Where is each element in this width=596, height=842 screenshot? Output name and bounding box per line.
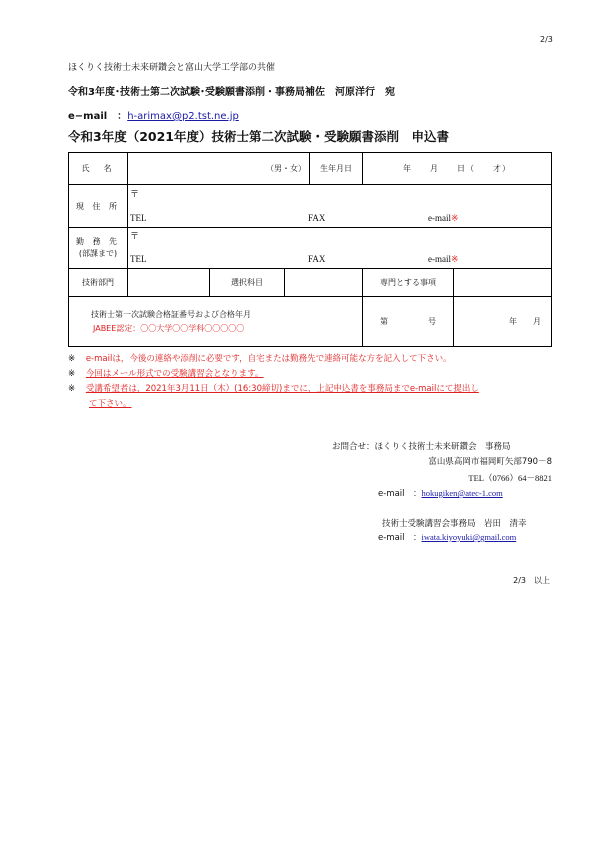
tel-label: TEL bbox=[130, 254, 147, 264]
note-3: ※ 受講希望者は，2021年3月11日（木）(16:30締切)までに，上記申込書を事務局までe-mailにて提出し bbox=[68, 384, 479, 394]
workplace-field[interactable] bbox=[128, 228, 552, 269]
jabee-note: JABEE認定：〇〇大学〇〇学科〇〇〇〇〇 bbox=[93, 323, 245, 333]
fax-label: FAX bbox=[308, 213, 326, 223]
birth-field[interactable]: 年 月 日（ 才） bbox=[363, 153, 552, 185]
specialty-field[interactable] bbox=[454, 269, 552, 297]
note-2: ※ 今回はメール形式での受験講習会となります。 bbox=[68, 369, 264, 379]
page-number: 2/3 bbox=[540, 35, 553, 44]
specialty-row bbox=[69, 269, 552, 297]
cosponsor-line: ほくりく技術士未来研鑽会と富山大学工学部の共催 bbox=[68, 63, 276, 73]
office-email-link[interactable]: iwata.kiyoyuki@gmail.com bbox=[421, 532, 517, 542]
name-row bbox=[69, 153, 552, 185]
subject-label: 選択科目 bbox=[210, 269, 285, 297]
certificate-number-field[interactable]: 第 号 bbox=[363, 297, 454, 347]
page-number-bottom: 2/3 以上 bbox=[513, 576, 550, 585]
contact-tel: TEL（0766）64－8821 bbox=[468, 473, 552, 483]
form-title: 令和3年度（2021年度）技術士第二次試験・受験願書添削 申込書 bbox=[68, 129, 449, 144]
office-line: 技術士受験講習会事務局 岩田 清幸 bbox=[382, 519, 527, 529]
contact-email-row: e-mail ：hokugiken@atec-1.com bbox=[378, 488, 503, 499]
subject-field[interactable] bbox=[285, 269, 363, 297]
email-label: e−mail ： bbox=[68, 111, 128, 122]
specialty-label: 専門とする事項 bbox=[363, 269, 454, 297]
fax-label: FAX bbox=[308, 254, 326, 264]
certificate-row bbox=[69, 297, 552, 347]
postal-mark: 〒 bbox=[130, 189, 140, 199]
note-3-continued: て下さい。 bbox=[89, 399, 132, 409]
workplace-label: 勤 務 先 (部課まで) bbox=[69, 228, 128, 269]
contact-address: 富山県高岡市福岡町矢部790－8 bbox=[428, 457, 552, 467]
postal-mark: 〒 bbox=[130, 231, 140, 241]
birth-label: 生年月日 bbox=[310, 153, 363, 185]
name-label: 氏 名 bbox=[69, 153, 128, 185]
header-email bbox=[68, 107, 239, 122]
address-label: 現 住 所 bbox=[69, 185, 128, 228]
certificate-label-cell: 技術士第一次試験合格証番号および合格年月 JABEE認定：〇〇大学〇〇学科〇〇〇〇〇 bbox=[69, 297, 363, 347]
address-field[interactable] bbox=[128, 185, 552, 228]
contact-email-link[interactable]: hokugiken@atec-1.com bbox=[421, 488, 503, 498]
office-email-row: e-mail ：iwata.kiyoyuki@gmail.com bbox=[378, 532, 517, 543]
email-field-label: e-mail※ bbox=[428, 254, 459, 264]
recipient-line: 令和3年度･技術士第二次試験･受験願書添削・事務局補佐 河原洋行 宛 bbox=[68, 87, 395, 98]
certificate-month-field[interactable]: 年 月 bbox=[454, 297, 552, 347]
email-link[interactable]: h-arimax@p2.tst.ne.jp bbox=[127, 111, 239, 122]
name-field[interactable] bbox=[128, 153, 310, 185]
application-form bbox=[68, 152, 552, 347]
address-row bbox=[69, 185, 552, 228]
tel-label: TEL bbox=[130, 213, 147, 223]
email-field-label: e-mail※ bbox=[428, 213, 459, 223]
note-1: ※ e-mailは，今後の連絡や添削に必要です，自宅または勤務先で連絡可能な方を記入して下さい。 bbox=[68, 354, 452, 364]
dept-label: 技術部門 bbox=[69, 269, 128, 297]
workplace-row bbox=[69, 228, 552, 269]
dept-field[interactable] bbox=[128, 269, 210, 297]
gender-field: （男・女） bbox=[266, 164, 307, 173]
contact-line: お問合せ：ほくりく技術士未来研鑽会 事務局 bbox=[332, 442, 511, 452]
